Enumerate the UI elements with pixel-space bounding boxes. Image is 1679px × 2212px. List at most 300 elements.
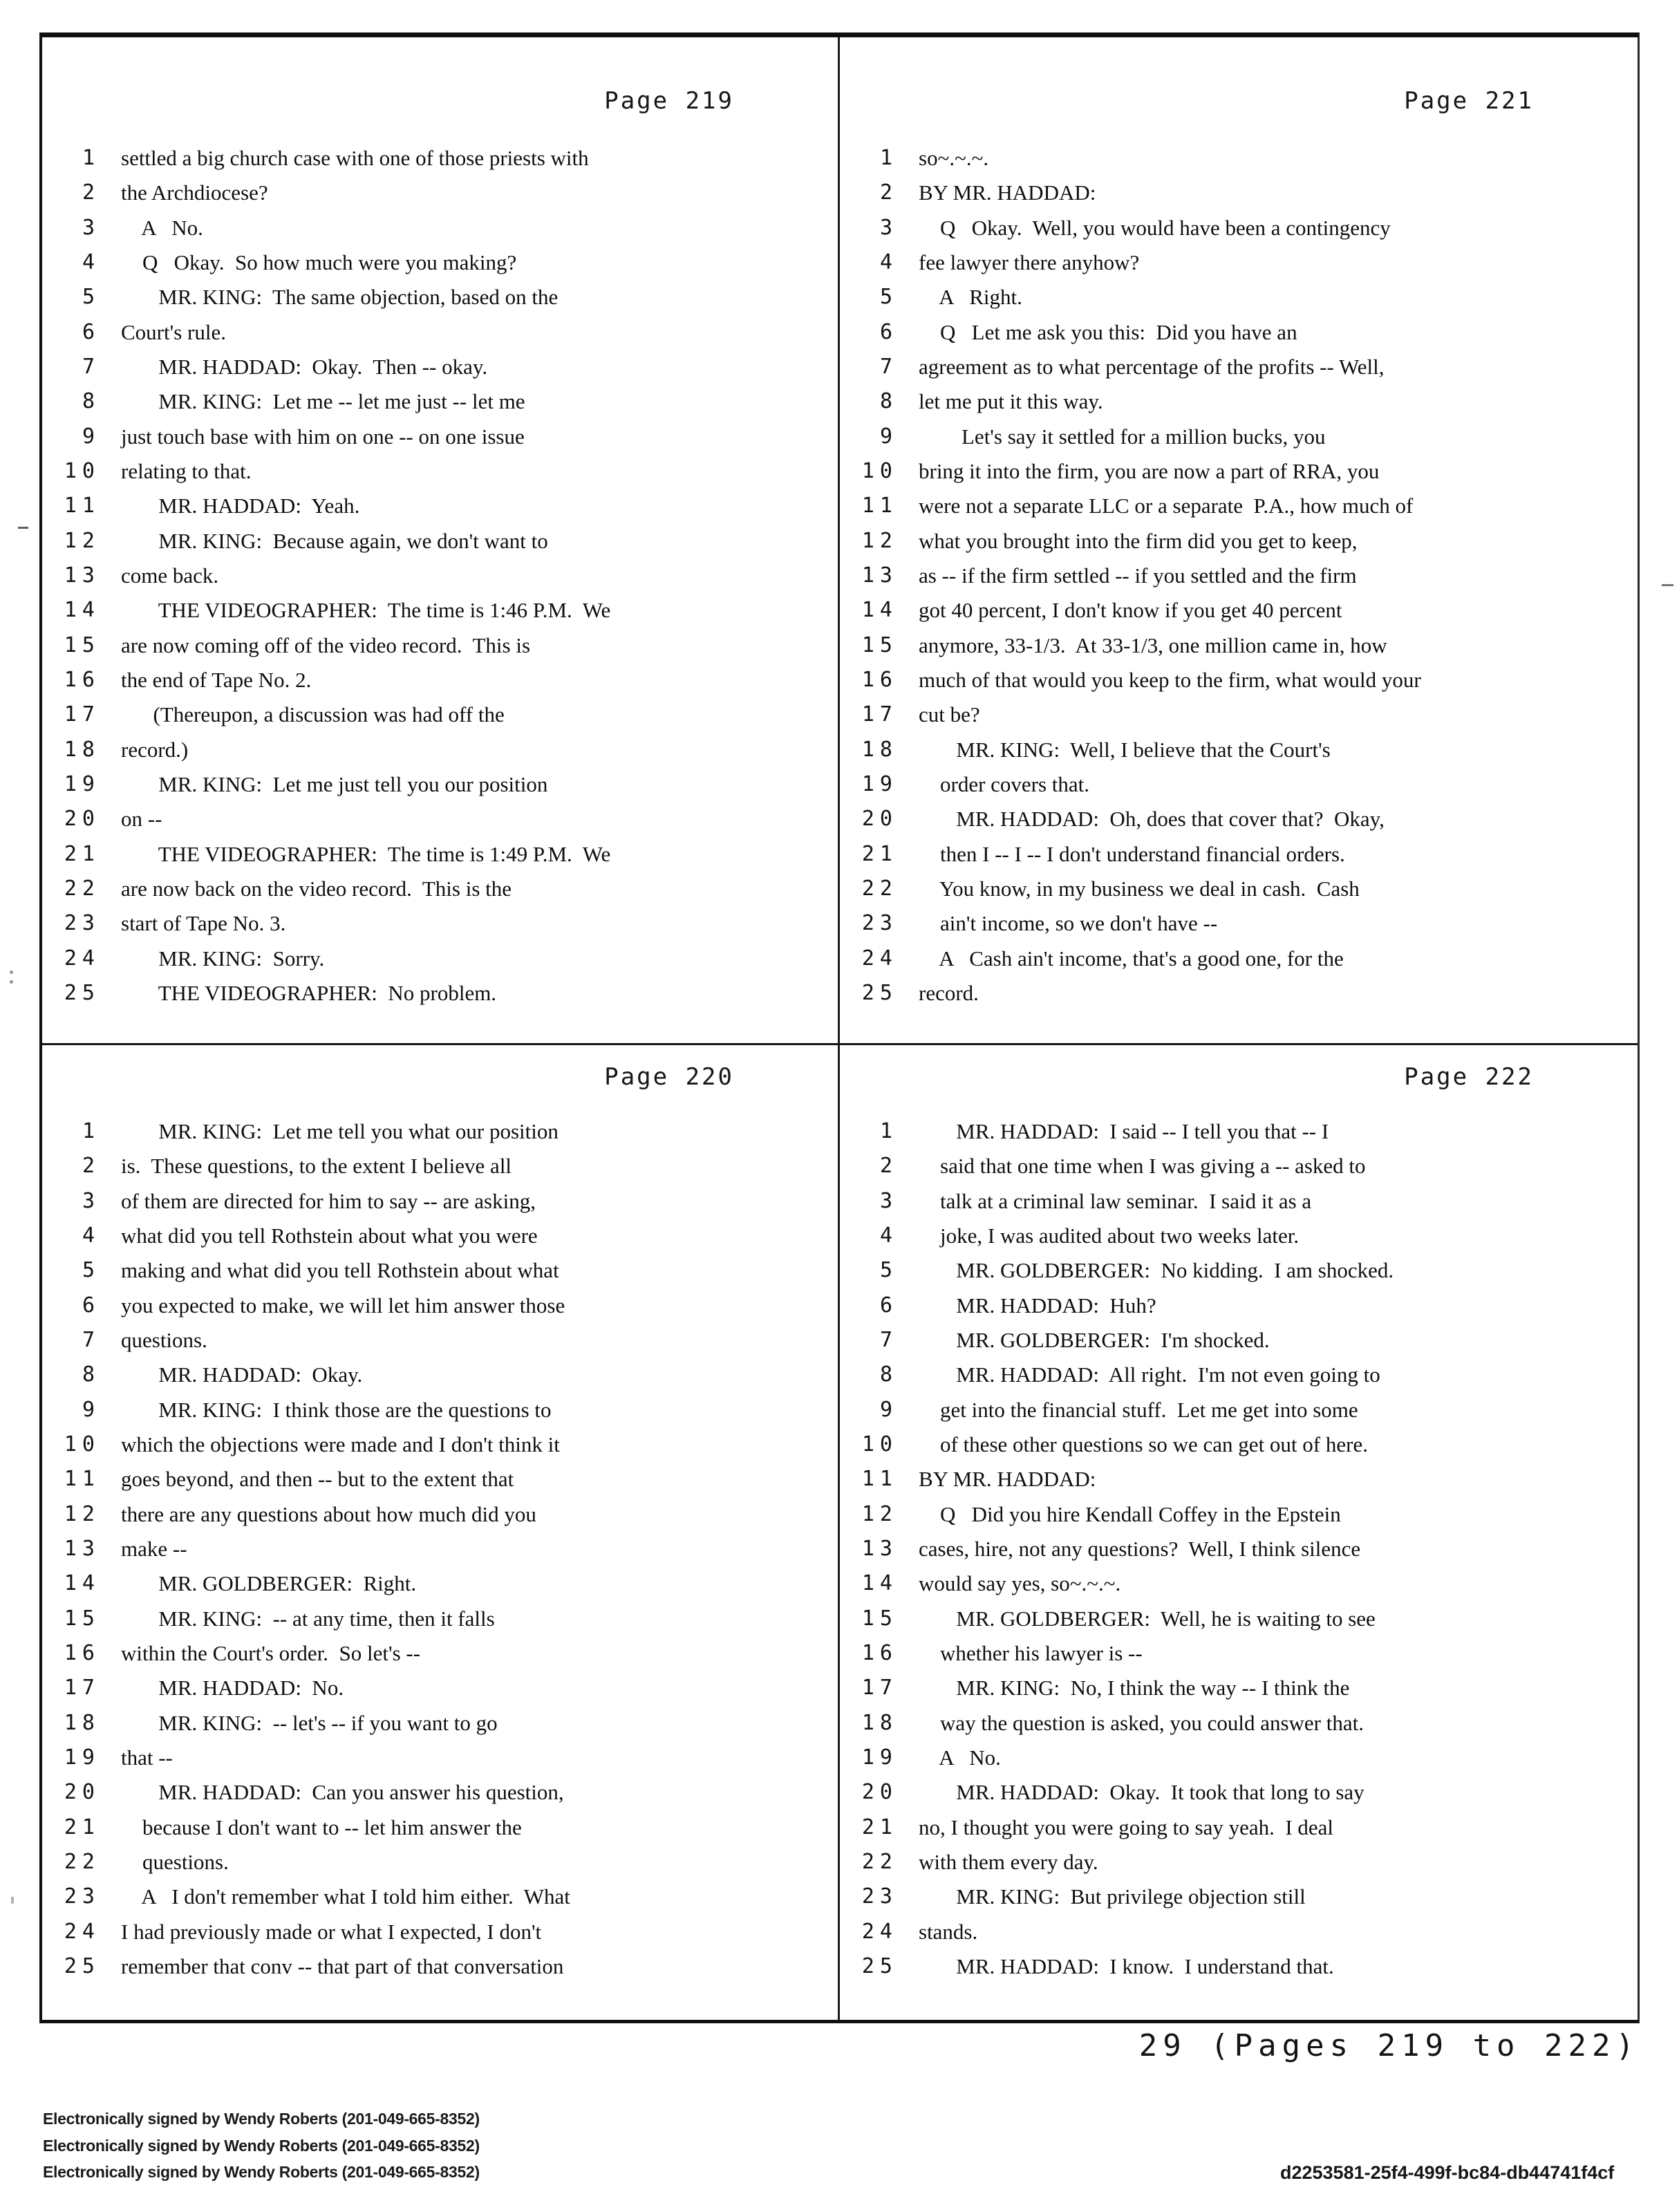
line-number: 20 bbox=[861, 1780, 898, 1805]
line-number: 24 bbox=[861, 946, 898, 971]
line-text: fee lawyer there anyhow? bbox=[919, 250, 1140, 274]
transcript-page-221 bbox=[840, 37, 1638, 1043]
line-text: MR. GOLDBERGER: Right. bbox=[121, 1571, 417, 1596]
transcript-line bbox=[42, 1253, 838, 1288]
transcript-line bbox=[840, 872, 1638, 906]
line-text: MR. KING: -- at any time, then it falls bbox=[121, 1606, 495, 1631]
transcript-line bbox=[840, 941, 1638, 976]
line-text: THE VIDEOGRAPHER: No problem. bbox=[121, 980, 497, 1005]
transcript-line bbox=[840, 1253, 1638, 1288]
line-text: Q Okay. So how much were you making? bbox=[121, 250, 517, 274]
line-text: talk at a criminal law seminar. I said it as a bbox=[919, 1188, 1312, 1213]
line-text: get into the financial stuff. Let me get into some bbox=[919, 1397, 1358, 1422]
line-number: 24 bbox=[861, 1919, 898, 1944]
line-text: MR. KING: Let me -- let me just -- let me bbox=[121, 389, 525, 414]
transcript-line bbox=[42, 628, 838, 663]
line-number: 16 bbox=[64, 667, 100, 692]
transcript-page-220 bbox=[42, 1045, 838, 2021]
line-text: so~.~.~. bbox=[919, 146, 989, 170]
line-number: 18 bbox=[861, 1710, 898, 1735]
line-number: 3 bbox=[82, 215, 100, 240]
line-text: A No. bbox=[121, 215, 203, 240]
transcript-line bbox=[840, 1358, 1638, 1392]
line-text: THE VIDEOGRAPHER: The time is 1:46 P.M. We bbox=[121, 598, 611, 623]
line-number: 8 bbox=[879, 389, 898, 414]
line-text: are now back on the video record. This is the bbox=[121, 876, 512, 901]
line-number: 22 bbox=[861, 1849, 898, 1874]
line-number: 4 bbox=[879, 250, 898, 274]
line-number: 23 bbox=[64, 911, 100, 936]
line-text: record.) bbox=[121, 737, 189, 762]
line-number: 19 bbox=[861, 1745, 898, 1770]
transcript-line bbox=[42, 976, 838, 1011]
line-text: A Right. bbox=[919, 285, 1022, 310]
transcript-line bbox=[840, 384, 1638, 419]
line-number: 2 bbox=[879, 1154, 898, 1179]
line-text: MR. HADDAD: Okay. It took that long to say bbox=[919, 1780, 1364, 1805]
transcript-line bbox=[42, 1741, 838, 1775]
transcript-line bbox=[42, 837, 838, 872]
line-text: would say yes, so~.~.~. bbox=[919, 1571, 1121, 1596]
line-text: record. bbox=[919, 980, 979, 1005]
horizontal-page-divider bbox=[42, 1043, 1638, 1045]
line-number: 3 bbox=[82, 1188, 100, 1213]
line-text: MR. HADDAD: No. bbox=[121, 1676, 344, 1700]
signature-line: Electronically signed by Wendy Roberts (201-049-665-8352) bbox=[43, 2163, 480, 2181]
line-number: 11 bbox=[861, 494, 898, 518]
line-number: 17 bbox=[64, 702, 100, 727]
transcript-line bbox=[42, 176, 838, 210]
line-text: questions. bbox=[121, 1849, 229, 1874]
line-number: 2 bbox=[82, 180, 100, 205]
transcript-line bbox=[840, 280, 1638, 315]
transcript-line bbox=[840, 1949, 1638, 1984]
transcript-line bbox=[840, 176, 1638, 210]
line-text: on -- bbox=[121, 807, 162, 832]
transcript-line bbox=[840, 1532, 1638, 1566]
transcript-line bbox=[42, 733, 838, 767]
line-number: 21 bbox=[64, 1815, 100, 1839]
line-text: questions. bbox=[121, 1327, 207, 1352]
line-text: there are any questions about how much did you bbox=[121, 1501, 536, 1526]
scan-artifact-dots bbox=[10, 971, 13, 974]
line-number: 6 bbox=[82, 319, 100, 344]
transcript-line bbox=[840, 906, 1638, 941]
line-number: 14 bbox=[64, 598, 100, 623]
line-number: 9 bbox=[82, 424, 100, 449]
line-number: 13 bbox=[64, 563, 100, 588]
line-text: A I don't remember what I told him either. What bbox=[121, 1884, 570, 1909]
line-text: order covers that. bbox=[919, 771, 1090, 796]
transcript-line bbox=[42, 1184, 838, 1219]
transcript-line bbox=[42, 802, 838, 836]
line-number: 4 bbox=[82, 250, 100, 274]
transcript-line bbox=[840, 733, 1638, 767]
line-text: making and what did you tell Rothstein about what bbox=[121, 1258, 559, 1283]
line-text: stands. bbox=[919, 1919, 978, 1944]
line-number: 2 bbox=[82, 1154, 100, 1179]
line-text: (Thereupon, a discussion was had off the bbox=[121, 702, 505, 727]
line-text: relating to that. bbox=[121, 458, 252, 483]
line-number: 11 bbox=[861, 1467, 898, 1492]
line-text: A Cash ain't income, that's a good one, for the bbox=[919, 946, 1344, 971]
line-number: 19 bbox=[861, 771, 898, 796]
line-text: Let's say it settled for a million bucks, you bbox=[919, 424, 1326, 449]
transcript-line bbox=[840, 1149, 1638, 1183]
line-text: no, I thought you were going to say yeah. I deal bbox=[919, 1815, 1334, 1839]
transcript-line bbox=[840, 1184, 1638, 1219]
line-number: 23 bbox=[861, 911, 898, 936]
line-number: 23 bbox=[861, 1884, 898, 1909]
line-number: 1 bbox=[82, 146, 100, 170]
line-text: You know, in my business we deal in cash. Cash bbox=[919, 876, 1360, 901]
line-text: BY MR. HADDAD: bbox=[919, 1467, 1096, 1492]
line-number: 21 bbox=[861, 1815, 898, 1839]
transcript-line bbox=[840, 1671, 1638, 1705]
transcript-line bbox=[840, 1775, 1638, 1810]
line-number: 13 bbox=[861, 1536, 898, 1561]
transcript-line bbox=[840, 489, 1638, 523]
line-number: 25 bbox=[861, 1953, 898, 1978]
scan-artifact-tick bbox=[11, 1897, 14, 1904]
line-number: 4 bbox=[82, 1223, 100, 1248]
line-text: Q Okay. Well, you would have been a contingency bbox=[919, 215, 1391, 240]
line-text: bring it into the firm, you are now a part of RRA, you bbox=[919, 458, 1380, 483]
line-text: MR. HADDAD: Okay. bbox=[121, 1362, 363, 1387]
transcript-line bbox=[42, 1532, 838, 1566]
line-number: 10 bbox=[64, 458, 100, 483]
line-text: what you brought into the firm did you get to keep, bbox=[919, 528, 1358, 553]
line-number: 6 bbox=[879, 1293, 898, 1318]
transcript-line bbox=[42, 697, 838, 732]
transcript-line bbox=[42, 872, 838, 906]
line-number: 25 bbox=[861, 980, 898, 1005]
line-text: settled a big church case with one of those priests with bbox=[121, 146, 589, 170]
line-text: MR. KING: Let me just tell you our position bbox=[121, 771, 548, 796]
line-number: 17 bbox=[861, 702, 898, 727]
line-number: 15 bbox=[861, 632, 898, 657]
line-text: joke, I was audited about two weeks later. bbox=[919, 1223, 1300, 1248]
line-text: Q Did you hire Kendall Coffey in the Epstein bbox=[919, 1501, 1341, 1526]
transcript-line bbox=[840, 1880, 1638, 1914]
transcript-line bbox=[42, 1393, 838, 1427]
transcript-line bbox=[840, 1288, 1638, 1323]
signature-line: Electronically signed by Wendy Roberts (201-049-665-8352) bbox=[43, 2110, 480, 2128]
line-text: start of Tape No. 3. bbox=[121, 911, 286, 936]
line-text: much of that would you keep to the firm, what would your bbox=[919, 667, 1421, 692]
transcript-line bbox=[42, 1915, 838, 1949]
transcript-line bbox=[42, 1671, 838, 1705]
line-text: with them every day. bbox=[919, 1849, 1098, 1874]
line-number: 8 bbox=[82, 389, 100, 414]
transcript-line bbox=[42, 211, 838, 245]
transcript-line bbox=[42, 1566, 838, 1601]
line-text: cases, hire, not any questions? Well, I think silence bbox=[919, 1536, 1361, 1561]
line-number: 15 bbox=[861, 1606, 898, 1631]
transcript-line bbox=[840, 1566, 1638, 1601]
line-number: 1 bbox=[82, 1119, 100, 1143]
transcript-line bbox=[42, 454, 838, 489]
line-number: 17 bbox=[861, 1676, 898, 1700]
transcript-line bbox=[840, 628, 1638, 663]
line-number: 5 bbox=[82, 1258, 100, 1283]
transcript-line bbox=[42, 1358, 838, 1392]
line-number: 3 bbox=[879, 1188, 898, 1213]
line-number: 16 bbox=[861, 1640, 898, 1665]
transcript-line bbox=[840, 454, 1638, 489]
scan-artifact-dash bbox=[1662, 584, 1673, 586]
line-text: said that one time when I was giving a -- asked to bbox=[919, 1154, 1366, 1179]
line-number: 22 bbox=[861, 876, 898, 901]
line-number: 14 bbox=[861, 1571, 898, 1596]
line-number: 16 bbox=[64, 1640, 100, 1665]
line-text: MR. HADDAD: Can you answer his question, bbox=[121, 1780, 564, 1805]
line-text: is. These questions, to the extent I believe all bbox=[121, 1154, 512, 1179]
transcript-line bbox=[840, 350, 1638, 384]
line-text: remember that conv -- that part of that conversation bbox=[121, 1953, 564, 1978]
line-number: 7 bbox=[82, 354, 100, 379]
transcript-line bbox=[840, 420, 1638, 454]
line-text: of these other questions so we can get out of here. bbox=[919, 1432, 1368, 1456]
line-text: because I don't want to -- let him answer the bbox=[121, 1815, 522, 1839]
transcript-page-219 bbox=[42, 37, 838, 1043]
transcript-line bbox=[42, 559, 838, 593]
transcript-line bbox=[42, 767, 838, 802]
line-text: MR. KING: -- let's -- if you want to go bbox=[121, 1710, 498, 1735]
page-220-lines bbox=[42, 1114, 838, 1984]
line-number: 10 bbox=[64, 1432, 100, 1456]
line-number: 5 bbox=[879, 285, 898, 310]
line-text: MR. GOLDBERGER: I'm shocked. bbox=[919, 1327, 1270, 1352]
line-text: Court's rule. bbox=[121, 319, 226, 344]
line-text: MR. KING: Because again, we don't want to bbox=[121, 528, 548, 553]
line-text: were not a separate LLC or a separate P.A., how much of bbox=[919, 494, 1414, 518]
line-text: MR. KING: Sorry. bbox=[121, 946, 325, 971]
line-number: 5 bbox=[82, 285, 100, 310]
transcript-line bbox=[42, 1114, 838, 1149]
transcript-line bbox=[42, 1323, 838, 1358]
line-number: 18 bbox=[64, 737, 100, 762]
page-221-lines bbox=[840, 141, 1638, 1011]
line-number: 17 bbox=[64, 1676, 100, 1700]
line-text: the end of Tape No. 2. bbox=[121, 667, 312, 692]
transcript-line bbox=[840, 1497, 1638, 1532]
line-text: agreement as to what percentage of the profits -- Well, bbox=[919, 354, 1385, 379]
line-number: 12 bbox=[64, 528, 100, 553]
line-text: the Archdiocese? bbox=[121, 180, 268, 205]
transcript-line bbox=[840, 1393, 1638, 1427]
line-text: MR. HADDAD: I know. I understand that. bbox=[919, 1953, 1334, 1978]
line-number: 23 bbox=[64, 1884, 100, 1909]
line-text: MR. HADDAD: All right. I'm not even going to bbox=[919, 1362, 1380, 1387]
line-text: A No. bbox=[919, 1745, 1001, 1770]
transcript-line bbox=[42, 1427, 838, 1462]
line-text: within the Court's order. So let's -- bbox=[121, 1640, 421, 1665]
transcript-line bbox=[42, 280, 838, 315]
line-number: 22 bbox=[64, 876, 100, 901]
line-number: 7 bbox=[879, 354, 898, 379]
transcript-line bbox=[42, 489, 838, 523]
line-number: 22 bbox=[64, 1849, 100, 1874]
line-text: MR. HADDAD: Huh? bbox=[919, 1293, 1156, 1318]
transcript-line bbox=[42, 141, 838, 176]
line-number: 12 bbox=[861, 1501, 898, 1526]
line-text: MR. KING: Well, I believe that the Court's bbox=[919, 737, 1331, 762]
line-text: make -- bbox=[121, 1536, 187, 1561]
condensed-page-range-label: 29 (Pages 219 to 222) bbox=[1138, 2028, 1640, 2063]
line-text: BY MR. HADDAD: bbox=[919, 180, 1096, 205]
transcript-line bbox=[840, 141, 1638, 176]
line-number: 20 bbox=[64, 807, 100, 832]
line-number: 18 bbox=[861, 737, 898, 762]
line-number: 11 bbox=[64, 494, 100, 518]
line-number: 12 bbox=[64, 1501, 100, 1526]
vertical-page-divider bbox=[838, 37, 840, 2020]
line-text: MR. HADDAD: Oh, does that cover that? Okay, bbox=[919, 807, 1385, 832]
transcript-line bbox=[42, 663, 838, 697]
transcript-line bbox=[840, 663, 1638, 697]
transcript-page-222 bbox=[840, 1045, 1638, 2021]
transcript-line bbox=[42, 906, 838, 941]
line-text: that -- bbox=[121, 1745, 173, 1770]
transcript-line bbox=[42, 1949, 838, 1984]
line-text: just touch base with him on one -- on one issue bbox=[121, 424, 525, 449]
line-text: MR. KING: But privilege objection still bbox=[919, 1884, 1306, 1909]
line-number: 9 bbox=[82, 1397, 100, 1422]
line-text: way the question is asked, you could answer that. bbox=[919, 1710, 1364, 1735]
line-number: 16 bbox=[861, 667, 898, 692]
line-text: MR. KING: I think those are the questions to bbox=[121, 1397, 552, 1422]
transcript-line bbox=[840, 1462, 1638, 1497]
line-text: as -- if the firm settled -- if you settled and the firm bbox=[919, 563, 1357, 588]
line-text: MR. KING: No, I think the way -- I think the bbox=[919, 1676, 1350, 1700]
line-number: 19 bbox=[64, 771, 100, 796]
transcript-line bbox=[42, 245, 838, 280]
transcript-line bbox=[42, 420, 838, 454]
transcript-line bbox=[42, 1636, 838, 1671]
line-text: then I -- I -- I don't understand financial orders. bbox=[919, 841, 1345, 866]
line-text: anymore, 33-1/3. At 33-1/3, one million came in, how bbox=[919, 632, 1387, 657]
line-number: 20 bbox=[64, 1780, 100, 1805]
line-number: 12 bbox=[861, 528, 898, 553]
line-number: 25 bbox=[64, 980, 100, 1005]
transcript-line bbox=[42, 1497, 838, 1532]
transcript-line bbox=[840, 211, 1638, 245]
transcript-line bbox=[840, 1602, 1638, 1636]
line-number: 11 bbox=[64, 1467, 100, 1492]
transcript-line bbox=[42, 941, 838, 976]
line-number: 24 bbox=[64, 946, 100, 971]
transcript-line bbox=[42, 350, 838, 384]
transcript-line bbox=[42, 1810, 838, 1845]
transcript-line bbox=[840, 524, 1638, 559]
transcript-line bbox=[42, 1602, 838, 1636]
transcript-sheet-border bbox=[39, 32, 1640, 2023]
transcript-line bbox=[840, 315, 1638, 350]
transcript-line bbox=[42, 1219, 838, 1253]
line-number: 7 bbox=[82, 1327, 100, 1352]
transcript-line bbox=[840, 593, 1638, 628]
line-number: 21 bbox=[64, 841, 100, 866]
transcript-line bbox=[42, 384, 838, 419]
line-text: are now coming off of the video record. This is bbox=[121, 632, 531, 657]
line-text: MR. GOLDBERGER: Well, he is waiting to see bbox=[919, 1606, 1376, 1631]
line-number: 1 bbox=[879, 1119, 898, 1143]
line-number: 14 bbox=[861, 598, 898, 623]
line-text: THE VIDEOGRAPHER: The time is 1:49 P.M. We bbox=[121, 841, 611, 866]
transcript-line bbox=[840, 802, 1638, 836]
transcript-line bbox=[840, 1810, 1638, 1845]
transcript-line bbox=[42, 593, 838, 628]
transcript-line bbox=[840, 1323, 1638, 1358]
line-number: 9 bbox=[879, 1397, 898, 1422]
line-number: 25 bbox=[64, 1953, 100, 1978]
line-number: 20 bbox=[861, 807, 898, 832]
transcript-line bbox=[42, 1706, 838, 1741]
line-text: goes beyond, and then -- but to the extent that bbox=[121, 1467, 514, 1492]
line-number: 19 bbox=[64, 1745, 100, 1770]
transcript-line bbox=[840, 976, 1638, 1011]
line-number: 8 bbox=[82, 1362, 100, 1387]
transcript-line bbox=[42, 524, 838, 559]
line-number: 6 bbox=[879, 319, 898, 344]
line-number: 18 bbox=[64, 1710, 100, 1735]
page-219-lines bbox=[42, 141, 838, 1011]
transcript-line bbox=[840, 837, 1638, 872]
transcript-line bbox=[42, 1880, 838, 1914]
line-number: 24 bbox=[64, 1919, 100, 1944]
transcript-line bbox=[840, 559, 1638, 593]
page-222-header: Page 222 bbox=[1404, 1063, 1534, 1091]
transcript-line bbox=[840, 697, 1638, 732]
document-id-stamp: d2253581-25f4-499f-bc84-db44741f4cf bbox=[1280, 2162, 1615, 2183]
line-text: I had previously made or what I expected, I don't bbox=[121, 1919, 542, 1944]
line-number: 15 bbox=[64, 632, 100, 657]
line-text: come back. bbox=[121, 563, 219, 588]
line-number: 9 bbox=[879, 424, 898, 449]
transcript-line bbox=[840, 1219, 1638, 1253]
line-text: MR. HADDAD: Yeah. bbox=[121, 494, 360, 518]
transcript-line bbox=[840, 1741, 1638, 1775]
page-219-header: Page 219 bbox=[604, 87, 734, 115]
line-number: 6 bbox=[82, 1293, 100, 1318]
line-number: 21 bbox=[861, 841, 898, 866]
transcript-line bbox=[840, 1427, 1638, 1462]
line-text: MR. KING: Let me tell you what our position bbox=[121, 1119, 559, 1143]
line-text: you expected to make, we will let him answer those bbox=[121, 1293, 565, 1318]
transcript-line bbox=[42, 1288, 838, 1323]
line-number: 3 bbox=[879, 215, 898, 240]
page-220-header: Page 220 bbox=[604, 1063, 734, 1091]
line-text: whether his lawyer is -- bbox=[919, 1640, 1143, 1665]
page-221-header: Page 221 bbox=[1404, 87, 1534, 115]
line-number: 4 bbox=[879, 1223, 898, 1248]
transcript-line bbox=[42, 1149, 838, 1183]
line-number: 10 bbox=[861, 458, 898, 483]
signature-line: Electronically signed by Wendy Roberts (201-049-665-8352) bbox=[43, 2136, 480, 2155]
line-text: cut be? bbox=[919, 702, 980, 727]
scan-artifact-dash bbox=[18, 527, 28, 529]
line-text: Q Let me ask you this: Did you have an bbox=[919, 319, 1297, 344]
transcript-line bbox=[42, 1462, 838, 1497]
line-text: MR. GOLDBERGER: No kidding. I am shocked. bbox=[919, 1258, 1394, 1283]
transcript-line bbox=[42, 1845, 838, 1880]
line-text: of them are directed for him to say -- are asking, bbox=[121, 1188, 536, 1213]
line-text: got 40 percent, I don't know if you get 40 percent bbox=[919, 598, 1342, 623]
transcript-line bbox=[840, 767, 1638, 802]
transcript-line bbox=[42, 1775, 838, 1810]
line-number: 14 bbox=[64, 1571, 100, 1596]
